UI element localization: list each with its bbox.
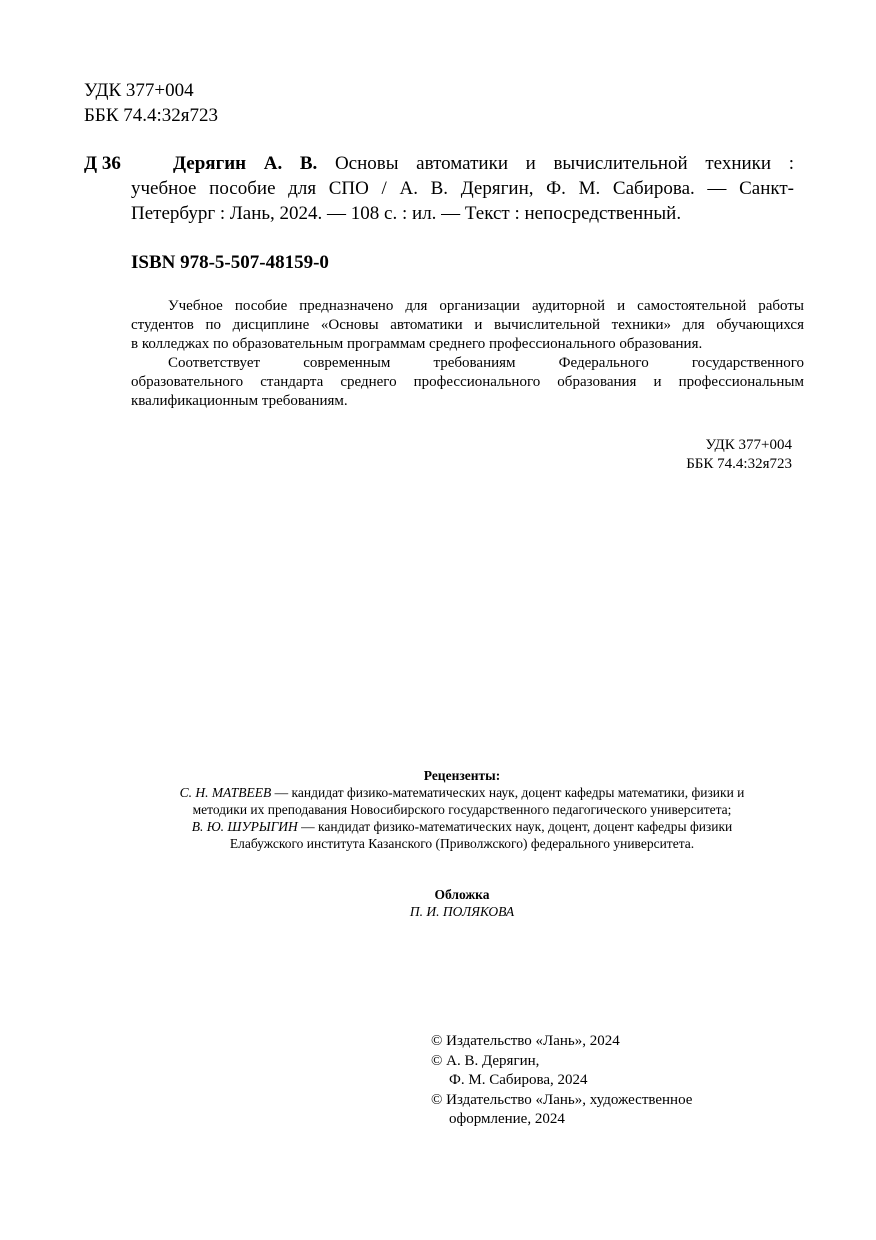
annotation [131,297,804,411]
udk-code: УДК 377+004 [84,80,194,101]
reviewer-1-name: С. Н. МАТВЕЕВ [179,785,272,800]
biblio-line-1 [131,151,794,176]
cover-artist: П. И. ПОЛЯКОВА [409,904,515,919]
reviewer-2-text: — кандидат физико-математических наук, доцент, доцент кафедры физики [297,819,733,834]
copyright-block [431,1032,692,1130]
cover-heading: Обложка [434,887,490,902]
bbk-code: ББК 74.4:32я723 [84,105,219,126]
udk-code-bottom: УДК 377+004 [705,437,792,453]
annotation-line: Учебное пособие предназначено для организации аудиторной и самостоятельной работы [168,298,804,314]
reviewer-2-line-1 [120,818,804,835]
reviewer-2-line-2: Елабужского института Казанского (Приволжского) федерального университета. [229,836,695,851]
copyright-publisher: © Издательство «Лань», 2024 [431,1033,620,1049]
annotation-line: образовательного стандарта среднего профессионального образования и профессиональным [131,374,804,390]
cover-credit [120,886,804,920]
biblio-line-3: Петербург : Лань, 2024. — 108 с. : ил. — Текст : непосредственный. [131,203,682,224]
copyright-design: © Издательство «Лань», художественное [431,1091,693,1108]
copyright-authors-cont: Ф. М. Сабирова, 2024 [449,1072,588,1088]
copyright-design-cont: оформление, 2024 [449,1111,565,1127]
reviewers-block [120,767,804,852]
reviewers-heading: Рецензенты: [423,768,501,783]
annotation-line: квалификационным требованиям. [131,393,348,409]
title-text: Основы автоматики и вычислительной техники : [334,153,795,174]
author-heading: Дерягин А. В. [173,153,318,174]
reviewer-1-line-2: методики их преподавания Новосибирского государственного педагогического университета; [192,802,732,817]
isbn: ISBN 978-5-507-48159-0 [131,252,329,273]
classification-codes-top [84,78,218,128]
reviewer-2-name: В. Ю. ШУРЫГИН [191,819,298,834]
biblio-line-2: учебное пособие для СПО / А. В. Дерягин, Ф. М. Сабирова. — Санкт- [131,178,794,199]
reviewer-1-text: — кандидат физико-математических наук, доцент кафедры математики, физики и [271,785,745,800]
bibliographic-record [131,151,794,226]
annotation-line: в колледжах по образовательным программам среднего профессионального образования. [131,336,703,352]
copyright-authors: © А. В. Дерягин, [431,1052,540,1069]
annotation-line: Соответствует современным требованиям Федерального государственного [168,355,804,371]
author-mark: Д 36 [84,153,121,174]
bbk-code-bottom: ББК 74.4:32я723 [686,456,792,472]
reviewer-1-line-1 [120,784,804,801]
annotation-line: студентов по дисциплине «Основы автоматики и вычислительной техники» для обучающихся [131,317,804,333]
classification-codes-bottom [600,436,792,474]
